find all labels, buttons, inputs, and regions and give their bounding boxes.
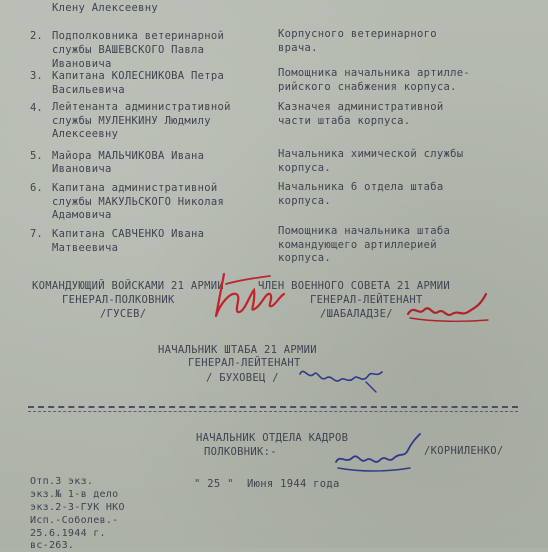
item-4-left-line3: Алексеевну (52, 128, 119, 140)
item-5-left-line2: Ивановича (52, 163, 112, 175)
footer-line-6: вс-263. (30, 540, 75, 551)
item-7-right-line3: корпуса. (278, 252, 331, 264)
item-6-right-line2: корпуса. (278, 195, 331, 207)
item-4-right-line2: части штаба корпуса. (278, 115, 411, 127)
footer-line-3: экз.2-3-ГУК НКО (30, 502, 125, 513)
item-5-number: 5. (30, 150, 43, 162)
item-2-left-line1: Подполковника ветеринарной (52, 30, 225, 42)
item-7-right-line1: Помощника начальника штаба (278, 225, 451, 237)
council-signature (404, 286, 494, 326)
item-2-right-line1: Корпусного ветеринарного (278, 28, 437, 40)
dashed-separator (28, 406, 518, 408)
item-6-left-line2: службы МАКУЛЬСКОГО Николая (52, 196, 225, 208)
item-4-left-line1: Лейтенанта административной (52, 101, 231, 113)
cadres-signature (330, 428, 426, 478)
item-7-right-line2: командующего артиллерией (278, 239, 437, 251)
footer-line-4: Исп.-Соболев.- (30, 515, 119, 526)
chief-staff-name: / БУХОВЕЦ / (206, 372, 279, 384)
council-name: /ШАБАЛАДЗЕ/ (320, 308, 393, 320)
item-3-right-line2: рийского снабжения корпуса. (278, 81, 457, 93)
chief-staff-rank: ГЕНЕРАЛ-ЛЕЙТЕНАНТ (188, 357, 301, 369)
item-4-right-line1: Казначея административной (278, 101, 444, 113)
item-2-number: 2. (30, 30, 43, 42)
commander-name: /ГУСЕВ/ (100, 308, 147, 320)
item-1-line2: Клену Алексеевну (52, 2, 158, 14)
council-rank: ГЕНЕРАЛ-ЛЕЙТЕНАНТ (310, 294, 423, 306)
chief-staff-signature (296, 356, 386, 392)
item-6-left-line1: Капитана административной (52, 182, 218, 194)
commander-rank: ГЕНЕРАЛ-ПОЛКОВНИК (62, 294, 175, 306)
item-6-left-line3: Адамовича (52, 209, 112, 221)
date-line: " 25 " Июня 1944 года (194, 478, 340, 490)
item-7-left-line1: Капитана САВЧЕНКО Ивана (52, 228, 205, 240)
commander-title: КОМАНДУЮЩИЙ ВОЙСКАМИ 21 АРМИИ (32, 280, 225, 292)
footer-line-1: Отп.3 экз. (30, 476, 94, 487)
item-2-right-line2: врача. (278, 42, 318, 54)
cadres-rank: ПОЛКОВНИК:- (204, 446, 277, 458)
item-5-right-line2: корпуса. (278, 162, 331, 174)
item-3-left-line2: Васильевича (52, 84, 125, 96)
item-4-number: 4. (30, 102, 43, 114)
item-3-number: 3. (30, 70, 43, 82)
item-7-left-line2: Матвеевича (52, 242, 119, 254)
item-3-right-line1: Помощника начальника артилле- (278, 67, 471, 79)
item-7-number: 7. (30, 228, 43, 240)
dashed-separator-2 (28, 411, 518, 412)
item-2-left-line2: службы ВАШЕВСКОГО Павла (52, 44, 205, 56)
footer-line-5: 25.6.1944 г. (30, 528, 106, 539)
footer-line-2: экз.№ 1-в дело (30, 489, 119, 500)
item-3-left-line1: Капитана КОЛЕСНИКОВА Петра (52, 70, 225, 82)
item-6-number: 6. (30, 182, 43, 194)
item-4-left-line2: службы МУЛЕНКИНУ Людмилу (52, 115, 211, 127)
item-6-right-line1: Начальника 6 отдела штаба (278, 181, 444, 193)
item-5-left-line1: Майора МАЛЬЧИКОВА Ивана (52, 150, 205, 162)
item-5-right-line1: Начальника химической службы (278, 148, 464, 160)
cadres-title: НАЧАЛЬНИК ОТДЕЛА КАДРОВ (196, 432, 349, 444)
item-2-left-line3: Ивановича (52, 58, 112, 70)
council-title: ЧЛЕН ВОЕННОГО СОВЕТА 21 АРМИИ (258, 280, 451, 292)
cadres-name: /КОРНИЛЕНКО/ (424, 445, 504, 457)
chief-staff-title: НАЧАЛЬНИК ШТАБА 21 АРМИИ (158, 344, 317, 356)
commander-signature (210, 264, 290, 324)
